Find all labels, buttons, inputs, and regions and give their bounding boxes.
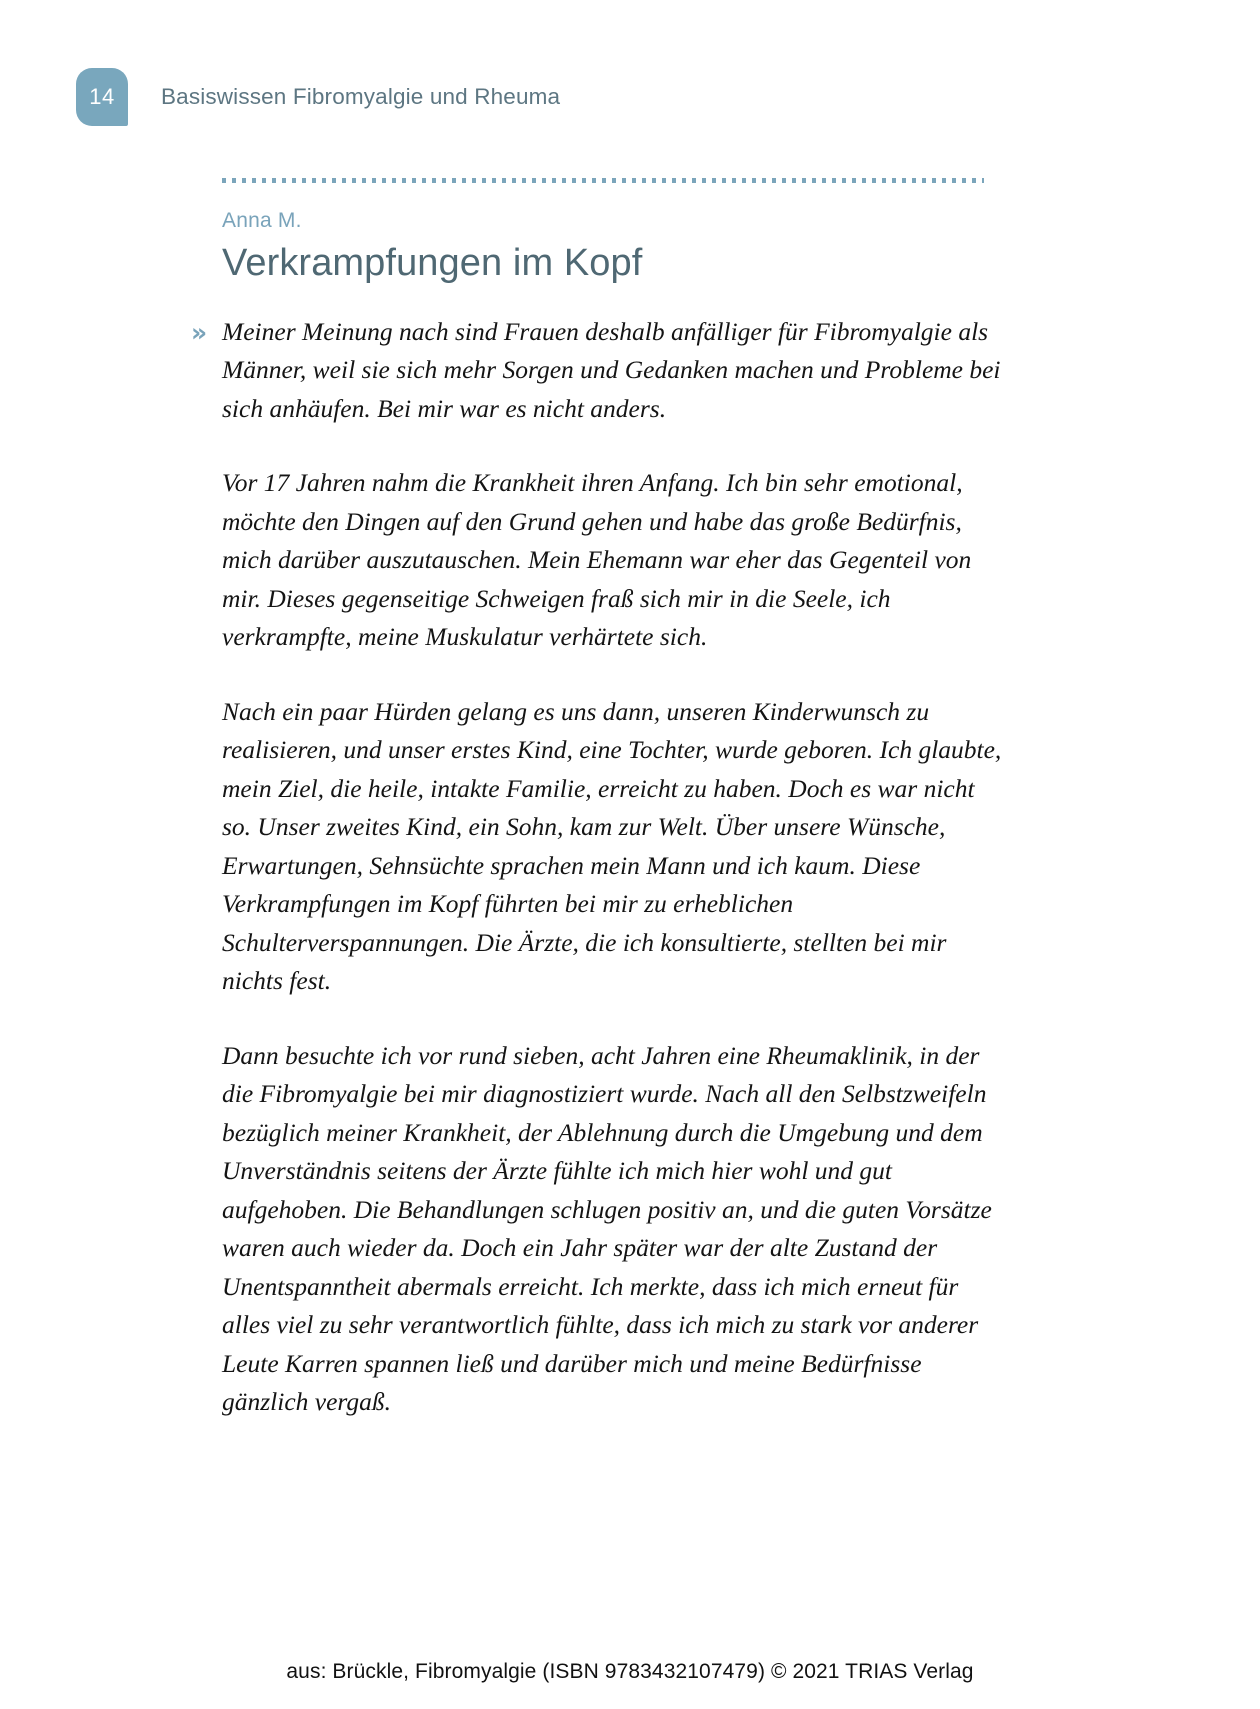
running-header — [76, 68, 560, 126]
paragraph-text: Meiner Meinung nach sind Frauen deshalb anfälliger für Fibromyalgie als Männer, weil sie sich mehr Sorgen und Gedanken machen und Probleme bei sich anhäufen. Bei mir war es nicht anders. — [222, 316, 1001, 423]
page-number-badge: 14 — [76, 68, 128, 126]
double-chevron-quote-icon: » — [191, 317, 205, 347]
paragraph-quote — [191, 313, 1002, 429]
article-title: Verkrampfungen im Kopf — [222, 242, 643, 284]
article-content — [191, 178, 1002, 1422]
paragraph-text: Nach ein paar Hürden gelang es uns dann, unseren Kinderwunsch zu realisieren, und unser erstes Kind, eine Tochter, wurde geboren. Ich glaubte, mein Ziel, die heile, intakte Familie, erreicht zu haben. Doch es war nicht so. Unser zweites Kind, ein Sohn, kam zur Welt. Über unsere Wünsche, Erwartungen, Sehnsüchte sprachen mein Mann und ich kaum. Diese Verkrampfungen im Kopf führten bei mir zu erheblichen Schulterverspannungen. Die Ärzte, die ich konsultierte, stellten bei mir nichts fest. — [222, 696, 1002, 996]
dotted-divider — [222, 178, 984, 183]
paragraph-text: Dann besuchte ich vor rund sieben, acht Jahren eine Rheumaklinik, in der die Fibromyalgie bei mir diagnostiziert wurde. Nach all den Selbstzweifeln bezüglich meiner Krankheit, der Ablehnung durch die Umgebung und dem Unverständnis seitens der Ärzte fühlte ich mich hier wohl und gut aufgehoben. Die Behandlungen schlugen positiv an, und die guten Vorsätze waren auch wieder da. Doch ein Jahr später war der alte Zustand der Unentspanntheit abermals erreicht. Ich merkte, dass ich mich erneut für alles viel zu sehr verantwortlich fühlte, dass ich mich zu stark vor anderer Leute Karren spannen ließ und darüber mich und meine Bedürfnisse gänzlich vergaß. — [222, 1040, 992, 1417]
article-body — [191, 313, 1002, 1422]
footer-credit: aus: Brückle, Fibromyalgie (ISBN 9783432107479) © 2021 TRIAS Verlag — [286, 1660, 974, 1683]
paragraph-text: Vor 17 Jahren nahm die Krankheit ihren Anfang. Ich bin sehr emotional, möchte den Dingen auf den Grund gehen und habe das große Bedürfnis, mich darüber auszutauschen. Mein Ehemann war eher das Gegenteil von mir. Dieses gegenseitige Schweigen fraß sich mir in die Seele, ich verkrampfte, meine Muskulatur verhärtete sich. — [222, 468, 972, 652]
running-header-title: Basiswissen Fibromyalgie und Rheuma — [161, 84, 561, 109]
article-byline: Anna M. — [222, 209, 302, 232]
